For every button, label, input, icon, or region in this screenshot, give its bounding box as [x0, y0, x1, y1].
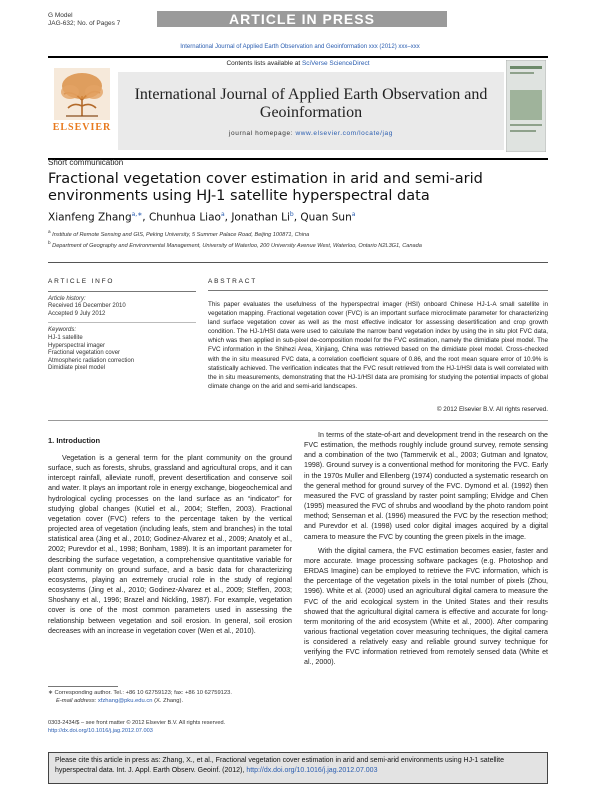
author-separator: ,	[224, 211, 232, 224]
keyword: Atmospheric radiation correction	[48, 357, 135, 364]
email-suffix: (X. Zhang).	[152, 697, 184, 704]
id-line: JAG-632; No. of Pages 7	[48, 20, 121, 27]
body-paragraph: With the digital camera, the FVC estimation becomes easier, faster and more accurate. Image processing software packages (e.g. Photoshop and ERDAS Imagine) can be employed to retrieve the FVC information, which is the percentage of the vegetation pixels in the total number of pixels (Zhou, 1996). White et al. (2000) used an agricultural digital camera to measure the FVC of the arid ecological system in the United States and their results showed that the agricultural digital camera is effective and accurate for long-term monitoring of the arid ecosystem (White et al., 2000). After comparing various fractional vegetation cover measuring techniques, the digital camera is considered a relatively easy and reliable ground survey technique for verifying the FVC information retrieved from remotely sensed data (White et al., 2000).	[304, 546, 548, 667]
abstract-heading: ABSTRACT	[208, 278, 258, 285]
footer-identifiers	[48, 720, 292, 735]
keyword: Hyperspectral imager	[48, 342, 106, 349]
article-section-label: Short communication	[48, 158, 124, 167]
affiliation-marker: a	[48, 229, 51, 234]
abstract-divider	[208, 290, 548, 291]
author-affiliation-marker: a	[351, 211, 356, 218]
keyword: Fractional vegetation cover	[48, 350, 121, 357]
body-column-left	[48, 430, 292, 636]
model-line: G Model	[48, 12, 73, 19]
author-separator: ,	[293, 211, 301, 224]
author-name[interactable]: Jonathan Li	[231, 211, 290, 224]
left-paragraphs	[48, 453, 292, 636]
info-divider	[48, 291, 196, 292]
elsevier-tree-logo	[52, 66, 112, 130]
issn-line: 0303-2434/$ – see front matter © 2012 Elsevier B.V. All rights reserved.	[48, 720, 226, 726]
citation-doi-link[interactable]: http://dx.doi.org/10.1016/j.jag.2012.07.003	[246, 767, 378, 774]
footnotes	[48, 690, 292, 705]
body-column-right	[304, 430, 548, 668]
keywords-label: Keywords:	[48, 327, 77, 334]
manuscript-id	[48, 12, 120, 28]
affiliation	[48, 239, 422, 250]
author-separator: ,	[142, 211, 149, 224]
journal-citation-line[interactable]: International Journal of Applied Earth Observation and Geoinformation xxx (2012) xxx–xxx	[180, 44, 420, 50]
author-name[interactable]: Xianfeng Zhang	[48, 211, 132, 224]
author-list	[48, 211, 355, 224]
abstract-section	[208, 278, 548, 391]
article-info-heading: ARTICLE INFO	[48, 278, 115, 285]
elsevier-wordmark: ELSEVIER	[52, 122, 112, 133]
affiliation-text: Department of Geography and Environmental Management, University of Waterloo, 200 University Avenue West, Waterloo, Ontario N2L3G1, Canada	[52, 243, 422, 250]
email-link[interactable]: xfzhang@pku.edu.cn	[97, 697, 153, 704]
citation-text: Please cite this article in press as: Zhang, X., et al., Fractional vegetation cover estimation in arid and semi-arid environments using HJ-1 satellite hyperspectral data. Int. J. Appl. Earth Observ. Geoinf. (2012),	[55, 757, 504, 774]
article-info	[48, 278, 196, 373]
journal-homepage	[118, 130, 504, 137]
email-label: E-mail address:	[56, 697, 98, 704]
keywords-divider	[48, 322, 196, 323]
divider-abstract-end	[48, 420, 548, 421]
keyword-list	[48, 335, 196, 373]
author-name[interactable]: Chunhua Liao	[148, 211, 221, 224]
article-title: Fractional vegetation cover estimation in arid and semi-arid environments using HJ-1 satellite hyperspectral data	[48, 171, 483, 204]
right-paragraphs	[304, 430, 548, 668]
citation-box	[48, 752, 548, 784]
history-label: Article history:	[48, 295, 86, 302]
divider-top	[48, 262, 548, 263]
contents-prefix: Contents lists available at	[226, 60, 302, 67]
author-affiliation-marker: a	[220, 211, 225, 218]
corresponding-author-note: ∗ Corresponding author. Tel.: +86 10 62759123; fax: +86 10 62759123.	[48, 690, 232, 696]
affiliation	[48, 228, 422, 239]
sciencedirect-link[interactable]: SciVerse ScienceDirect	[301, 60, 370, 67]
homepage-link[interactable]: www.elsevier.com/locate/jag	[295, 130, 393, 137]
keyword: Dimidiate pixel model	[48, 365, 106, 372]
keyword: HJ-1 satellite	[48, 334, 83, 341]
author-affiliation-marker: a,∗	[131, 211, 143, 218]
accepted-date: Accepted 9 July 2012	[48, 310, 106, 317]
contents-line	[48, 60, 548, 67]
body-paragraph: In terms of the state-of-art and development trend in the research on the FVC estimation, the methods roughly include ground survey, remote sensing and a combination of the two (Tammervik et al., 2003; Gutman and Ignatov, 1998). Ground survey is a conventional method for monitoring the FVC. Early in the 1970s Muller and Ellenberg (1974) conducted a systematic research on the general method for ground survey of the FVC. Dymond et al. (1992) then measured the FVC of grassland by raster point sampling; Elvidge and Chen (1995) measured the FVC of shrubs and woodland by the photo random point method; Senseman et al. (1996) measured the FVC by the resection method; and Purevdor et al. (1998) used color digital images acquired by a digital camera to measure the FVC by counting the green pixels in the image.	[304, 431, 548, 541]
homepage-label: journal homepage:	[229, 130, 296, 137]
article-in-press-banner: ARTICLE IN PRESS	[157, 11, 447, 27]
affiliation-marker: b	[48, 240, 51, 246]
abstract-text: This paper evaluates the usefulness of the hyperspectral imager (HSI) onboard Chinese HJ-1-A small satellite in vegetation mapping. Fractional vegetation cover (FVC) is an important surface microclimate parameter for characterizing land surface vegetation cover as well as the most effective indicator for assessing desertification and crop growth condition. The HJ-1/HSI data were used to calculate the narrow band vegetation index by using the in situ plot FVC data, which was then applied in sub-pixel de-composition model for the FVC estimation, namely the dimidiate pixel model. The FVC information in the Shihezi Area, Xinjiang, China was retrieved based on the dimidiate pixel model. Cross-checked with the in situ measured FVC data, a correlation coefficient square of 0.86, and the root mean square error of 10.9% is statistically achieved. The verification indicates that the FVC result retrieved from the HJ-1/HSI data is well correlated with the in situ measurements, demonstrating that the HJ-1/HSI data are promising for studying the potential impacts of global climate change on the arid and semi-arid landscapes.	[208, 301, 548, 390]
author-name[interactable]: Quan Sun	[300, 211, 352, 224]
journal-cover-thumbnail[interactable]	[506, 60, 546, 152]
author-affiliation-marker: b	[289, 211, 294, 218]
copyright-notice: © 2012 Elsevier B.V. All rights reserved.	[436, 406, 548, 413]
footnote-rule	[48, 686, 118, 687]
doi-link[interactable]: http://dx.doi.org/10.1016/j.jag.2012.07.003	[48, 727, 153, 734]
received-date: Received 16 December 2010	[48, 303, 126, 310]
affiliation-text: Institute of Remote Sensing and GIS, Peking University, 5 Summer Palace Road, Beijing 100871, China	[52, 231, 310, 238]
body-paragraph: Vegetation is a general term for the plant community on the ground surface, such as forests, shrubs, grassland and agricultural crops, and it can intercept rainfall, alleviate runoff, prevent desertification and conserve soil and water. It plays an important role in energy exchange, biogeochemical and hydrological cycling processes on the land surface as an “indicator” for studying global changes (Kutiel et al., 2004; Steffen, 2003). Fractional vegetation cover (FVC) refers to the percentage taken by the vertical projected area of vegetation (including leafs, stem and branches) in the total statistical area (Jing et al., 2010; Godinez-Alvarez et al., 2009; Anatoly et al., 2002; Purevdor et al., 1998; Bonham, 1989). It is an important parameter for describing the surface vegetation, a comprehensive quantitative variable for plant community on ground surface, and a basic data for characterizing ecosystems, playing an extremely crucial role in the study of regional ecosystems (Jing et al., 2010; Godinez-Alvarez et al., 2009; Steffen, 2003; Shoshany et al., 1996; Brazel and Nickling, 1987). For example, vegetation cover is one of the most common parameters used in assessing the relationship between vegetation and soil erosion. In general, soil erosion decreases with an increase in vegetation cover (Wen et al., 2010).	[48, 454, 292, 635]
introduction-heading: 1. Introduction	[48, 436, 101, 445]
journal-title: International Journal of Applied Earth Observation and Geoinformation	[134, 86, 488, 121]
affiliation-list	[48, 228, 422, 251]
